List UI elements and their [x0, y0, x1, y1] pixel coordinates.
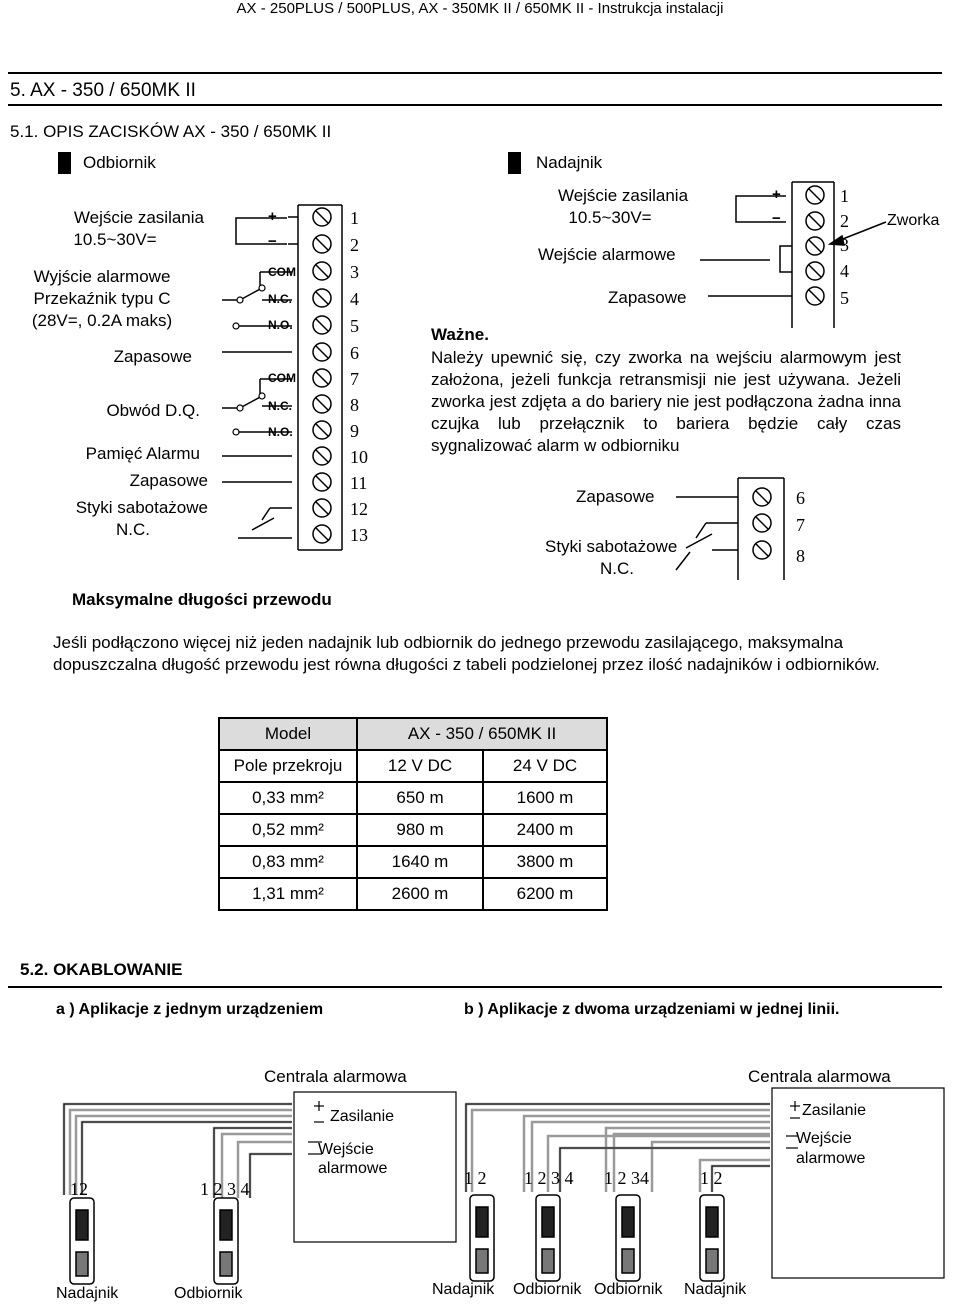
receiver-spare-label: Zapasowe	[113, 347, 192, 366]
transmitter-spare-label: Zapasowe	[608, 288, 687, 307]
wiring-a-tx-terminals: 12	[70, 1179, 88, 1199]
table-cell: 2600 m	[357, 878, 483, 910]
receiver-no2-mark: N.O.	[268, 425, 293, 439]
table-cell: 0,83 mm²	[219, 846, 357, 878]
wiring-b-terminals-4: 1 2	[700, 1168, 723, 1188]
receiver-terminal-8: 8	[350, 395, 359, 415]
table-cell: 1600 m	[483, 782, 607, 814]
receiver-terminal-1: 1	[350, 208, 359, 228]
table-header-model: Model	[219, 718, 357, 750]
transmitter-plus-mark: +	[772, 186, 781, 203]
receiver-power-label: Wejście zasilania	[73, 208, 204, 227]
section-5-1-title: 5.1. OPIS ZACISKÓW AX - 350 / 650MK II	[10, 122, 332, 141]
receiver-terminal-5: 5	[350, 316, 359, 336]
important-title: Ważne.	[431, 325, 489, 344]
table-cell: 3800 m	[483, 846, 607, 878]
wiring-b-terminals-2: 1 2 3 4	[524, 1168, 574, 1188]
wiring-a-title: a ) Aplikacje z jednym urządzeniem	[56, 1001, 324, 1018]
table-cell: 1640 m	[357, 846, 483, 878]
wiring-b-tx1-label: Nadajnik	[432, 1281, 495, 1298]
table-cell: 6200 m	[483, 878, 607, 910]
wiring-b-terminals-1: 1 2	[464, 1168, 487, 1188]
table-cell: 980 m	[357, 814, 483, 846]
receiver-heading: Odbiornik	[83, 153, 156, 172]
wiring-b-alarm-label-1: Wejście	[796, 1130, 852, 1147]
transmitter-alarm-label: Wejście alarmowe	[538, 245, 676, 264]
receiver-com2-mark: COM	[268, 371, 296, 385]
maxlen-title: Maksymalne długości przewodu	[72, 590, 332, 609]
transmitter-spare2-label: Zapasowe	[576, 487, 655, 506]
transmitter-tamper-nc: N.C.	[600, 559, 634, 578]
table-header-section: Pole przekroju	[219, 750, 357, 782]
table-cell: 650 m	[357, 782, 483, 814]
transmitter-terminal-4: 4	[840, 261, 849, 281]
transmitter-jumper-label: Zworka	[887, 212, 940, 229]
section-5-title: 5. AX - 350 / 650MK II	[10, 80, 196, 101]
receiver-terminal-6: 6	[350, 343, 359, 363]
receiver-minus-mark: −	[268, 233, 277, 250]
wiring-b-terminals-3: 1 2 34	[604, 1168, 649, 1188]
receiver-spare2-label: Zapasowe	[129, 471, 208, 490]
wiring-b-tx2-label: Nadajnik	[684, 1281, 747, 1298]
receiver-terminal-2: 2	[350, 235, 359, 255]
receiver-alarm-label: Wyjście alarmowe	[33, 267, 171, 286]
receiver-relay-rating: (28V=, 0.2A maks)	[31, 311, 173, 330]
transmitter-terminal-5: 5	[840, 288, 849, 308]
receiver-memory-label: Pamięć Alarmu	[85, 444, 200, 463]
transmitter-terminal-2: 2	[840, 211, 849, 231]
receiver-nc1-mark: N.C.	[268, 292, 292, 306]
transmitter-power-label: Wejście zasilania	[557, 186, 689, 205]
wiring-b-alarm-label-2: alarmowe	[796, 1150, 866, 1167]
table-header-24v: 24 V DC	[483, 750, 607, 782]
wiring-a-alarm-label-2: alarmowe	[318, 1160, 388, 1177]
receiver-terminal-11: 11	[350, 473, 368, 493]
wiring-b-rx1-label: Odbiornik	[513, 1281, 582, 1298]
wiring-a-rx-terminals: 1 2 3 4	[200, 1179, 250, 1199]
receiver-plus-mark: +	[268, 208, 277, 225]
transmitter-terminal-3: 3	[840, 235, 849, 255]
wiring-a-tx-label: Nadajnik	[56, 1285, 119, 1302]
table-cell: 0,52 mm²	[219, 814, 357, 846]
transmitter-minus-mark: −	[772, 210, 781, 227]
receiver-nc2-mark: N.C.	[268, 399, 292, 413]
wiring-b-panel-label: Centrala alarmowa	[748, 1067, 891, 1086]
wiring-b-supply-label: Zasilanie	[802, 1102, 867, 1119]
table-header-series: AX - 350 / 650MK II	[357, 718, 607, 750]
wiring-b-rx2-label: Odbiornik	[594, 1281, 663, 1298]
transmitter-heading: Nadajnik	[536, 153, 603, 172]
transmitter-tamper-label: Styki sabotażowe	[545, 537, 678, 556]
table-cell: 0,33 mm²	[219, 782, 357, 814]
receiver-relay-label: Przekaźnik typu C	[33, 289, 171, 308]
receiver-terminal-4: 4	[350, 289, 359, 309]
wiring-a-alarm-label-1: Wejście	[318, 1141, 374, 1158]
wiring-a-panel-label: Centrala alarmowa	[264, 1067, 407, 1086]
transmitter-power-voltage: 10.5~30V=	[568, 208, 652, 227]
transmitter-terminal-8: 8	[796, 546, 805, 566]
maxlen-text: Jeśli podłączono więcej niż jeden nadajnik lub odbiornik do jednego przewodu zasilającego, maksymalna dopuszczalna długość przewodu jest równa długości z tabeli podzielonej przez ilość nadajników i odbiorników.	[53, 633, 880, 674]
receiver-dq-label: Obwód D.Q.	[106, 401, 200, 420]
receiver-tamper-label: Styki sabotażowe	[75, 498, 208, 517]
transmitter-terminal-6: 6	[796, 488, 805, 508]
receiver-terminal-3: 3	[350, 262, 359, 282]
receiver-terminal-12: 12	[350, 499, 368, 519]
transmitter-terminal-7: 7	[796, 515, 805, 535]
receiver-terminal-9: 9	[350, 421, 359, 441]
receiver-power-voltage: 10.5~30V=	[73, 230, 157, 249]
receiver-terminal-10: 10	[350, 447, 368, 467]
table-cell: 1,31 mm²	[219, 878, 357, 910]
section-5-2-title: 5.2. OKABLOWANIE	[20, 960, 183, 979]
important-text: Należy upewnić się, czy zworka na wejściu alarmowym jest założona, jeżeli funkcja retransmisji nie jest używana. Jeżeli zworka jest zdjęta a do bariery nie jest podłączona żadna inna czujka lub przełącznik to bariera będzie cały czas sygnalizować alarm w odbiorniku	[431, 348, 901, 455]
table-cell: 2400 m	[483, 814, 607, 846]
wiring-a-supply-label: Zasilanie	[330, 1108, 395, 1125]
transmitter-terminal-1: 1	[840, 186, 849, 206]
wiring-a-rx-label: Odbiornik	[174, 1285, 243, 1302]
table-header-12v: 12 V DC	[357, 750, 483, 782]
receiver-com1-mark: COM	[268, 265, 296, 279]
document-header: AX - 250PLUS / 500PLUS, AX - 350MK II / 650MK II - Instrukcja instalacji	[236, 0, 724, 17]
wiring-b-title: b ) Aplikacje z dwoma urządzeniami w jednej linii.	[464, 1001, 840, 1018]
receiver-terminal-13: 13	[350, 525, 368, 545]
receiver-terminal-7: 7	[350, 369, 359, 389]
receiver-tamper-nc: N.C.	[116, 520, 150, 539]
receiver-no1-mark: N.O.	[268, 318, 293, 332]
